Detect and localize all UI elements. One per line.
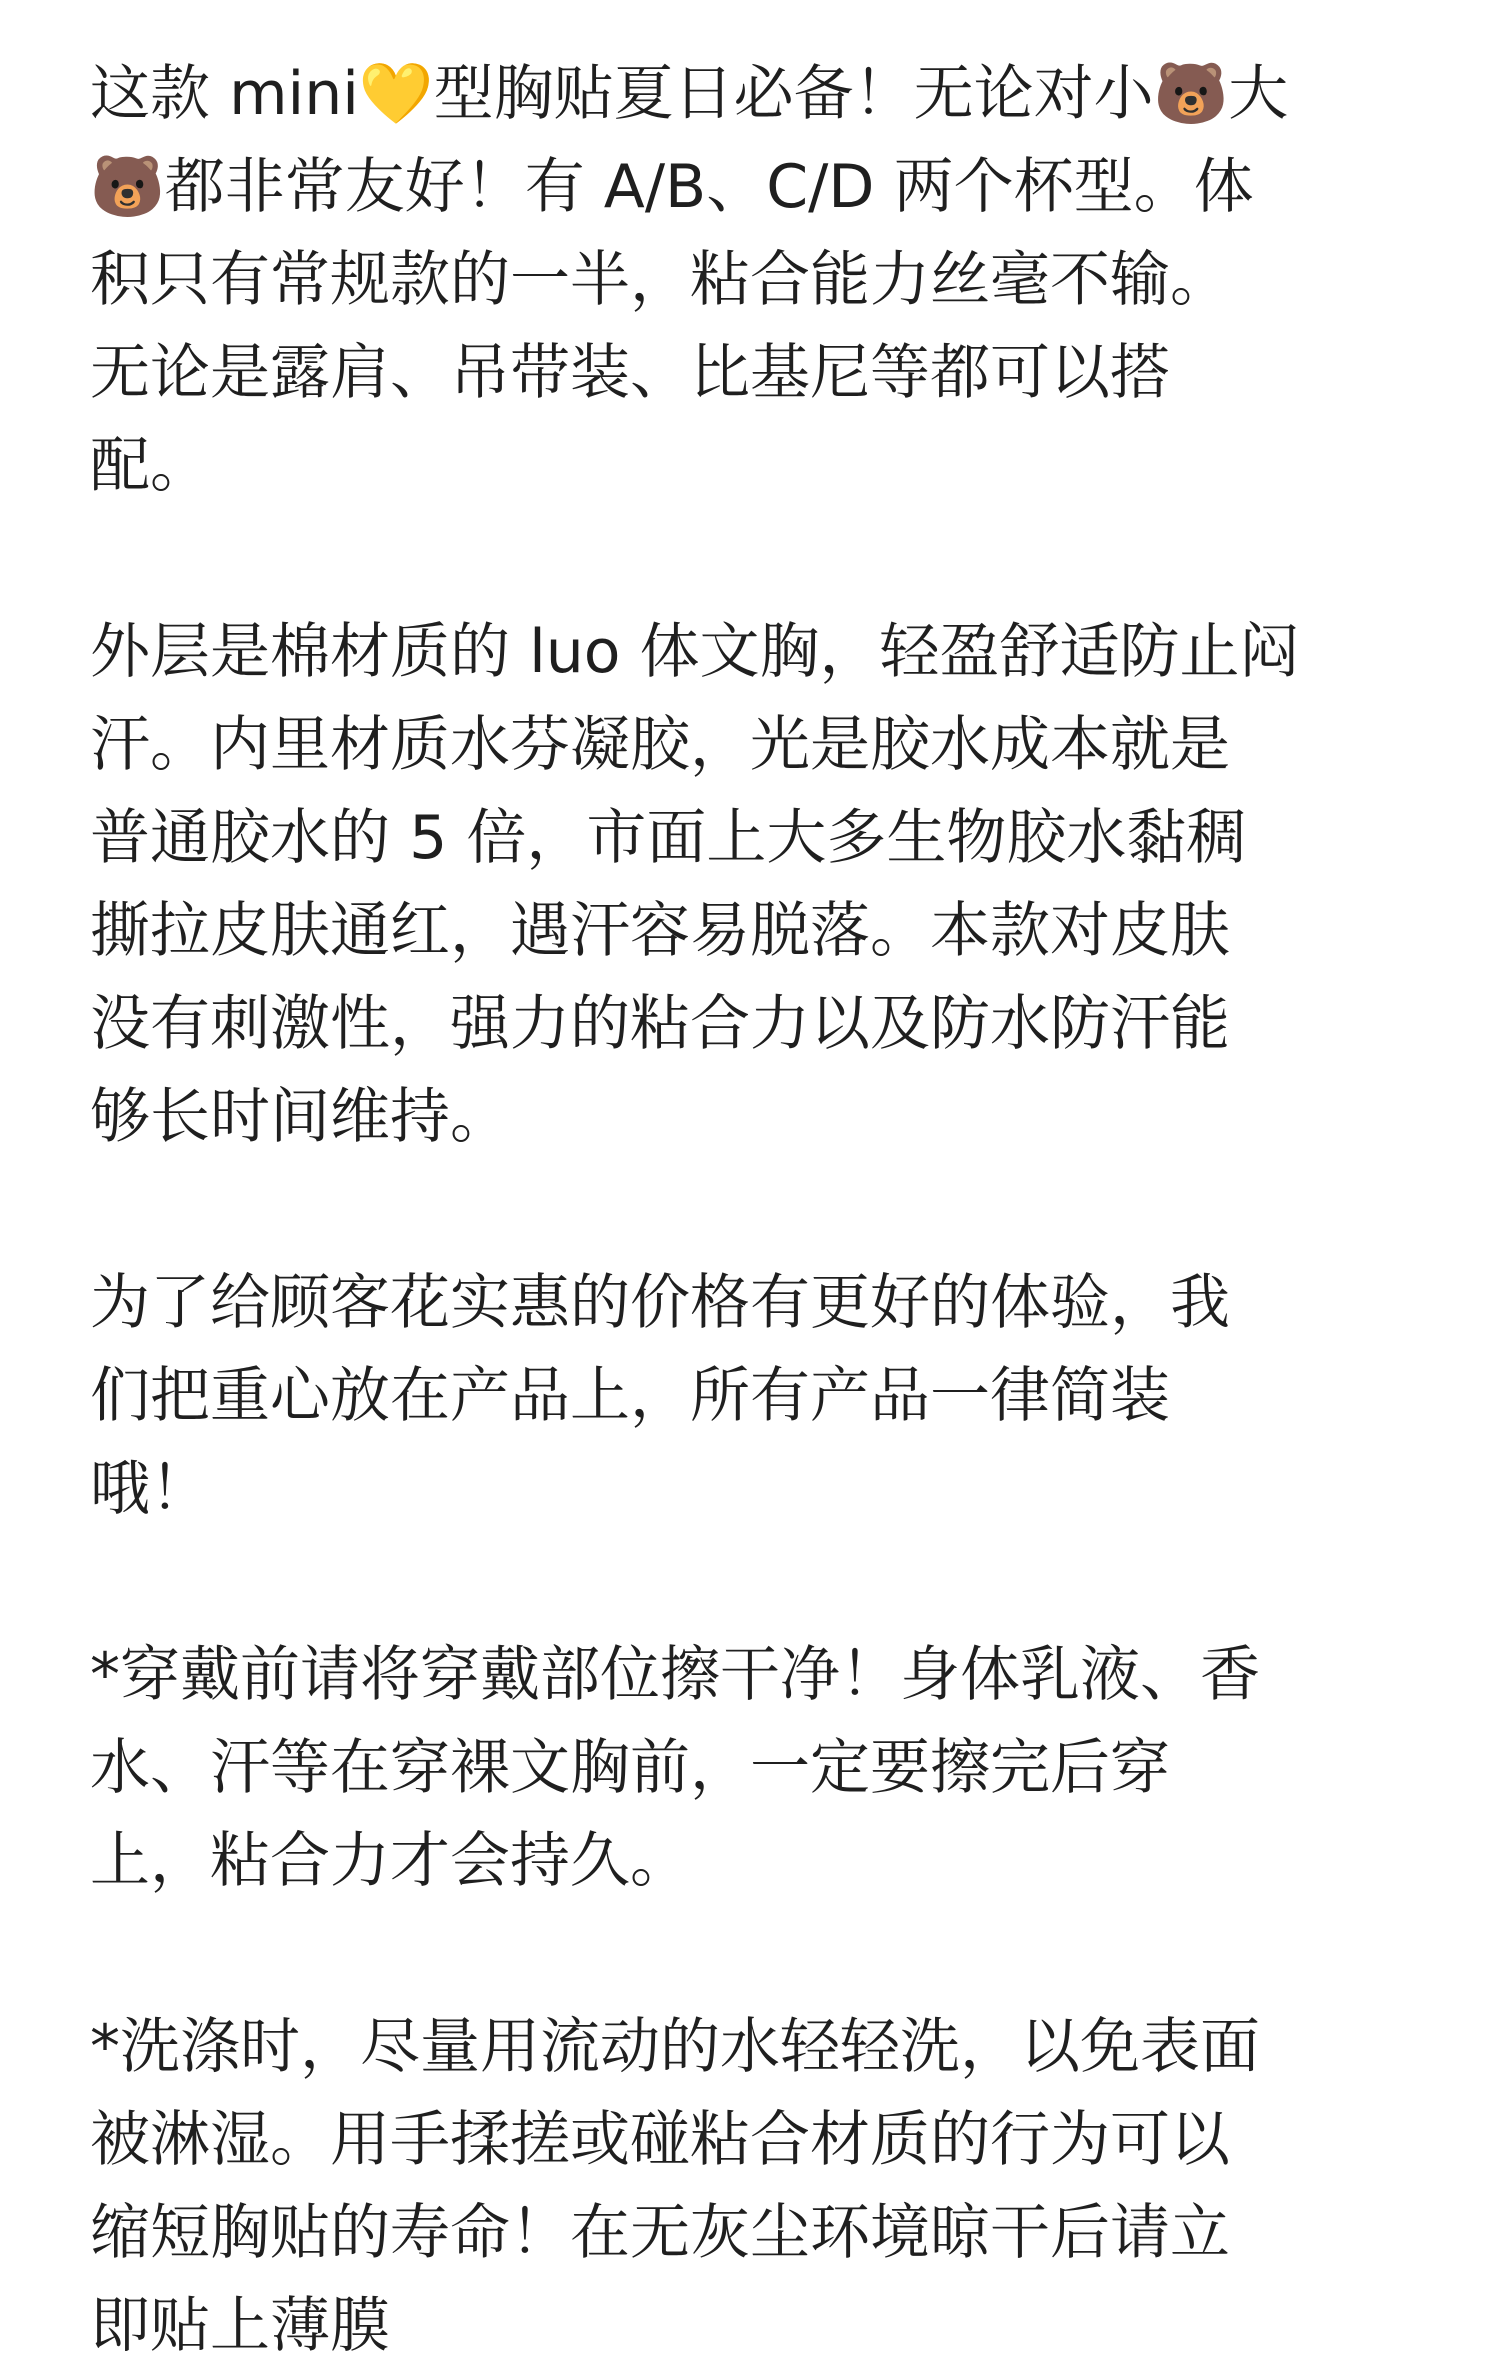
paragraph-wearing-tip: *穿戴前请将穿戴部位擦干净！身体乳液、香 水、汗等在穿裸文胸前，一定要擦完后穿 上，粘合力才会持久。 [90, 1640, 1260, 1896]
post-body [90, 48, 1420, 2373]
paragraph-packaging: 为了给顾客花实惠的价格有更好的体验，我 们把重心放在产品上，所有产品一律简装 哦！ [90, 1268, 1230, 1524]
paragraph-material: 外层是棉材质的 luo 体文胸，轻盈舒适防止闷 汗。内里材质水芬凝胶，光是胶水成本就是 普通胶水的 5 倍，市面上大多生物胶水黏稠 撕拉皮肤通红，遇汗容易脱落。本款对皮肤 没有刺激性，强力的粘合力以及防水防汗能 够长时间维持。 [90, 617, 1300, 1152]
paragraph-intro: 这款 mini💛型胸贴夏日必备！无论对小🐻大 🐻都非常友好！有 A/B、C/D 两个杯型。体 积只有常规款的一半，粘合能力丝毫不输。 无论是露肩、吊带装、比基尼等都可以搭 配。 [90, 59, 1289, 501]
paragraph-washing-tip: *洗涤时，尽量用流动的水轻轻洗，以免表面 被淋湿。用手揉搓或碰粘合材质的行为可以 缩短胸贴的寿命！在无灰尘环境晾干后请立 即贴上薄膜 [90, 2012, 1260, 2361]
